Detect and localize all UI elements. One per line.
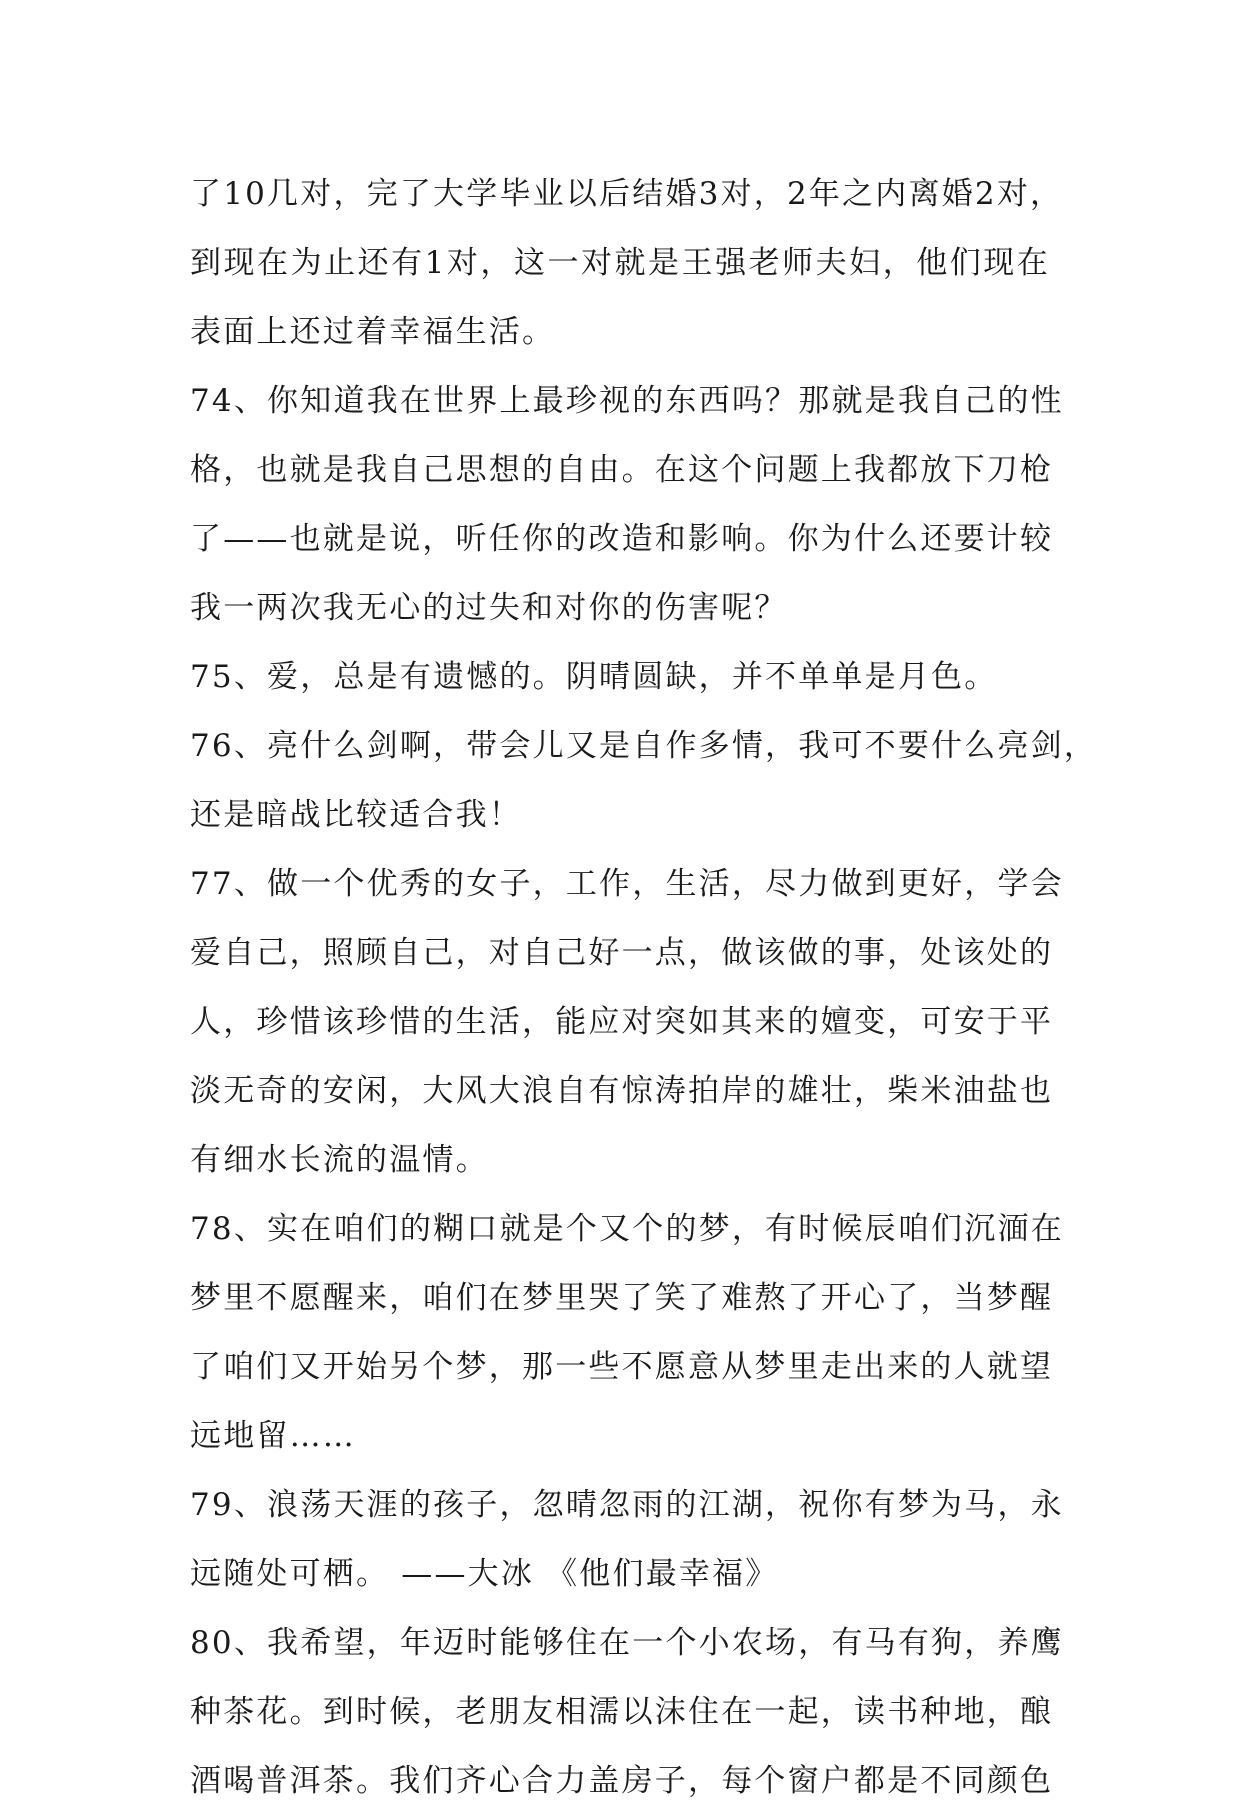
text-line: 77、做一个优秀的女子，工作，生活，尽力做到更好，学会 [190, 866, 1064, 902]
text-line: 76、亮什么剑啊，带会儿又是自作多情，我可不要什么亮剑， [190, 728, 1098, 764]
text-line: 80、我希望，年迈时能够住在一个小农场，有马有狗，养鹰 [190, 1625, 1064, 1661]
text-line: 人，珍惜该珍惜的生活，能应对突如其来的嬗变，可安于平 [190, 1004, 1054, 1040]
text-line: 了咱们又开始另个梦，那一些不愿意从梦里走出来的人就望 [190, 1349, 1054, 1385]
text-line: 75、爱，总是有遗憾的。阴晴圆缺，并不单单是月色。 [190, 659, 998, 695]
text-line: 远地留…… [190, 1418, 356, 1454]
text-line: 种茶花。到时候，老朋友相濡以沫住在一起，读书种地，酿 [190, 1694, 1054, 1730]
text-line: 淡无奇的安闲，大风大浪自有惊涛拍岸的雄壮，柴米油盐也 [190, 1073, 1054, 1109]
text-line: 远随处可栖。 ——大冰 《他们最幸福》 [190, 1556, 779, 1592]
text-line: 到现在为止还有1对，这一对就是王强老师夫妇，他们现在 [190, 245, 1050, 281]
text-line: 我一两次我无心的过失和对你的伤害呢？ [190, 590, 788, 626]
text-line: 78、实在咱们的糊口就是个又个的梦，有时候辰咱们沉湎在 [190, 1211, 1064, 1247]
text-line: 格，也就是我自己思想的自由。在这个问题上我都放下刀枪 [190, 452, 1054, 488]
text-line: 79、浪荡天涯的孩子，忽晴忽雨的江湖，祝你有梦为马，永 [190, 1487, 1064, 1523]
text-line: 爱自己，照顾自己，对自己好一点，做该做的事，处该处的 [190, 935, 1054, 971]
text-line: 表面上还过着幸福生活。 [190, 314, 556, 350]
text-line: 还是暗战比较适合我！ [190, 797, 522, 833]
text-line: 梦里不愿醒来，咱们在梦里哭了笑了难熬了开心了，当梦醒 [190, 1280, 1054, 1316]
text-line: 了10几对，完了大学毕业以后结婚3对，2年之内离婚2对， [190, 176, 1064, 212]
body-text [190, 160, 1098, 1816]
text-line: 有细水长流的温情。 [190, 1142, 489, 1178]
text-line: 酒喝普洱茶。我们齐心合力盖房子，每个窗户都是不同颜色 [190, 1763, 1054, 1799]
text-line: 74、你知道我在世界上最珍视的东西吗？那就是我自己的性 [190, 383, 1064, 419]
text-line: 了——也就是说，听任你的改造和影响。你为什么还要计较 [190, 521, 1054, 557]
